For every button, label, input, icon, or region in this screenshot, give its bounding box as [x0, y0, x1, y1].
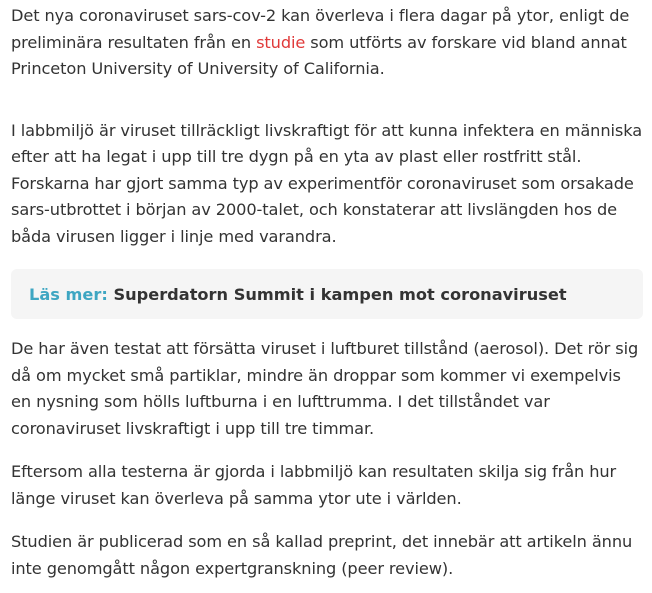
paragraph-intro-text-end: som utförts av forskare vid bland annat Princeton University of University of California.: [11, 32, 627, 78]
paragraph-intro: [11, 3, 645, 83]
read-more-label: Läs mer:: [29, 284, 108, 304]
article-body: [11, 3, 645, 582]
paragraph-aerosol: De har även testat att försätta viruset i luftburet tillstånd (aerosol). Det rör sig då om mycket små partiklar, mindre än droppar som kommer vi exempelvis en nysning som hölls luftburna i en lufttrumma. I det tillståndet var coronaviruset livskraftigt i upp till tre timmar.: [11, 339, 639, 438]
study-link[interactable]: studie: [256, 32, 306, 52]
read-more-link[interactable]: Superdatorn Summit i kampen mot coronaviruset: [113, 284, 567, 304]
paragraph-intro-text-start: Det nya coronaviruset sars-cov-2 kan överleva i flera dagar på ytor, enligt de preliminära resultaten från en: [11, 6, 630, 52]
read-more-box: [11, 269, 643, 319]
paragraph-lab-caveat: Eftersom alla testerna är gjorda i labbmiljö kan resultaten skilja sig från hur länge viruset kan överleva på samma ytor ute i världen.: [11, 462, 617, 508]
paragraph-lab-environment: I labbmiljö är viruset tillräckligt livskraftigt för att kunna infektera en människa efter att ha legat i upp till tre dygn på en yta av plast eller rostfritt stål. Forskarna har gjort samma typ av experimentför coronaviruset som orsakade sars-utbrottet i början av 2000-talet, och konstaterar att livslängden hos de båda virusen ligger i linje med varandra.: [11, 120, 643, 246]
paragraph-preprint: Studien är publicerad som en så kallad preprint, det innebär att artikeln ännu inte genomgått någon expertgranskning (peer review).: [11, 532, 633, 578]
